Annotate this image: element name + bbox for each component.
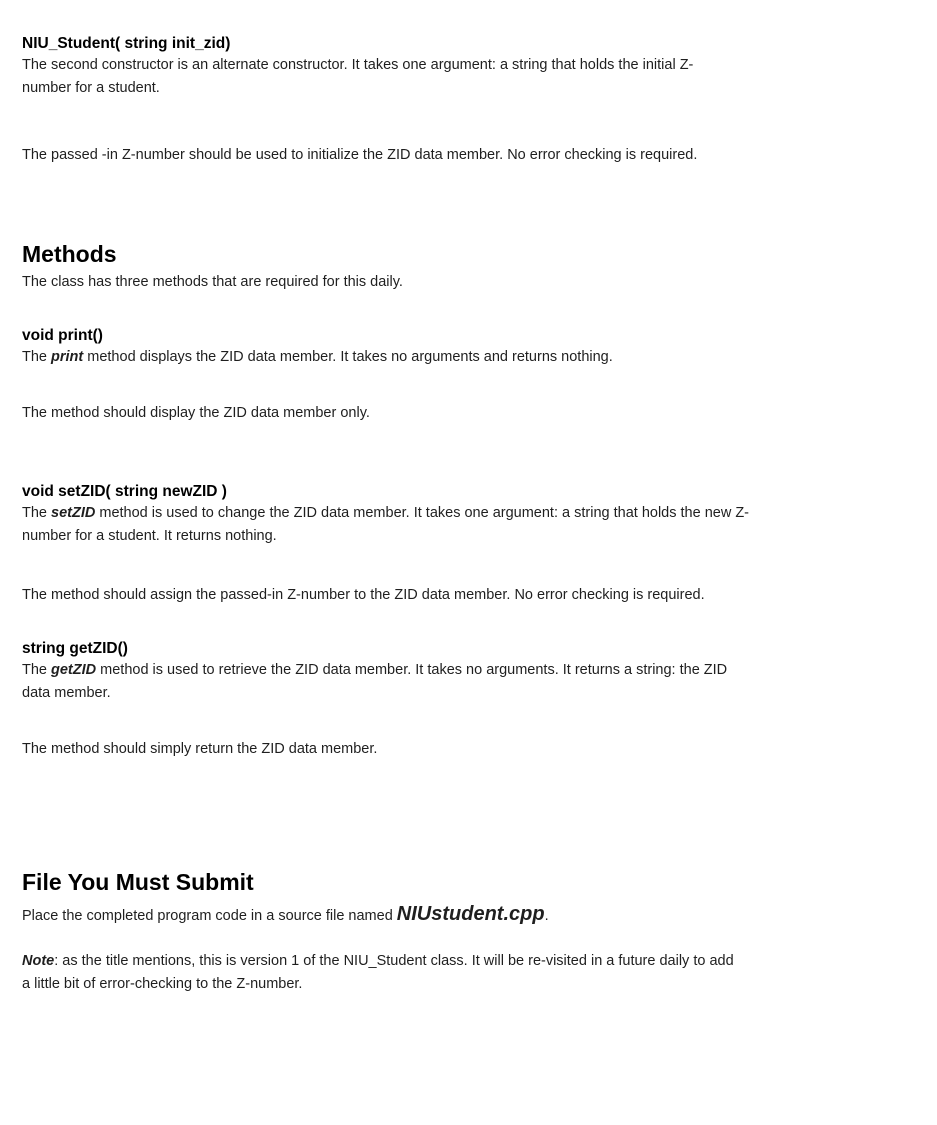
note-line-1	[22, 950, 917, 973]
constructor-description-2: The passed -in Z-number should be used to initialize the ZID data member. No error checking is required.	[22, 147, 698, 163]
submit-line-pre: Place the completed program code in a source file named	[22, 908, 397, 924]
print-description	[22, 346, 917, 369]
setzid-description-2: The method should assign the passed-in Z-number to the ZID data member. No error checking is required.	[22, 587, 705, 603]
getzid-desc-line-1	[22, 659, 917, 682]
setzid-desc-line-1	[22, 502, 917, 525]
print-description-2: The method should display the ZID data member only.	[22, 405, 370, 421]
setzid-signature: void setZID( string newZID )	[22, 483, 227, 500]
constructor-signature: NIU_Student( string init_zid)	[22, 35, 231, 52]
constructor-desc-line-1: The second constructor is an alternate constructor. It takes one argument: a string that holds the initial Z-	[22, 57, 694, 73]
getzid-desc-pre: The	[22, 662, 52, 678]
methods-heading: Methods	[22, 241, 117, 267]
getzid-description	[22, 659, 917, 704]
submit-line-post: .	[544, 908, 549, 924]
setzid-description	[22, 502, 917, 547]
getzid-desc-line-2: data member.	[22, 684, 111, 701]
setzid-desc-line-2: number for a student. It returns nothing.	[22, 527, 277, 544]
getzid-description-2: The method should simply return the ZID data member.	[22, 741, 378, 757]
note-label: Note	[22, 953, 55, 969]
note-text-1: : as the title mentions, this is version 1 of the NIU_Student class. It will be re-visited in a future daily to add	[54, 953, 734, 969]
constructor-description	[22, 54, 917, 99]
methods-intro: The class has three methods that are required for this daily.	[22, 274, 403, 290]
constructor-desc-line-2: number for a student.	[22, 79, 160, 96]
print-method-name: print	[51, 349, 84, 365]
setzid-method-name: setZID	[51, 505, 96, 521]
print-signature: void print()	[22, 327, 103, 344]
setzid-desc-post: method is used to change the ZID data member. It takes one argument: a string that holds the new Z-	[95, 505, 750, 521]
getzid-desc-post: method is used to retrieve the ZID data member. It takes no arguments. It returns a string: the ZID	[96, 662, 728, 678]
getzid-signature: string getZID()	[22, 640, 128, 657]
submit-instruction	[22, 903, 917, 928]
print-desc-post: method displays the ZID data member. It takes no arguments and returns nothing.	[83, 349, 613, 365]
submit-note	[22, 950, 917, 995]
note-line-2: a little bit of error-checking to the Z-number.	[22, 975, 303, 992]
submit-heading: File You Must Submit	[22, 869, 254, 895]
getzid-method-name: getZID	[51, 662, 97, 678]
setzid-desc-pre: The	[22, 505, 52, 521]
submit-filename: NIUstudent.cpp	[396, 903, 545, 925]
print-desc-pre: The	[22, 349, 52, 365]
